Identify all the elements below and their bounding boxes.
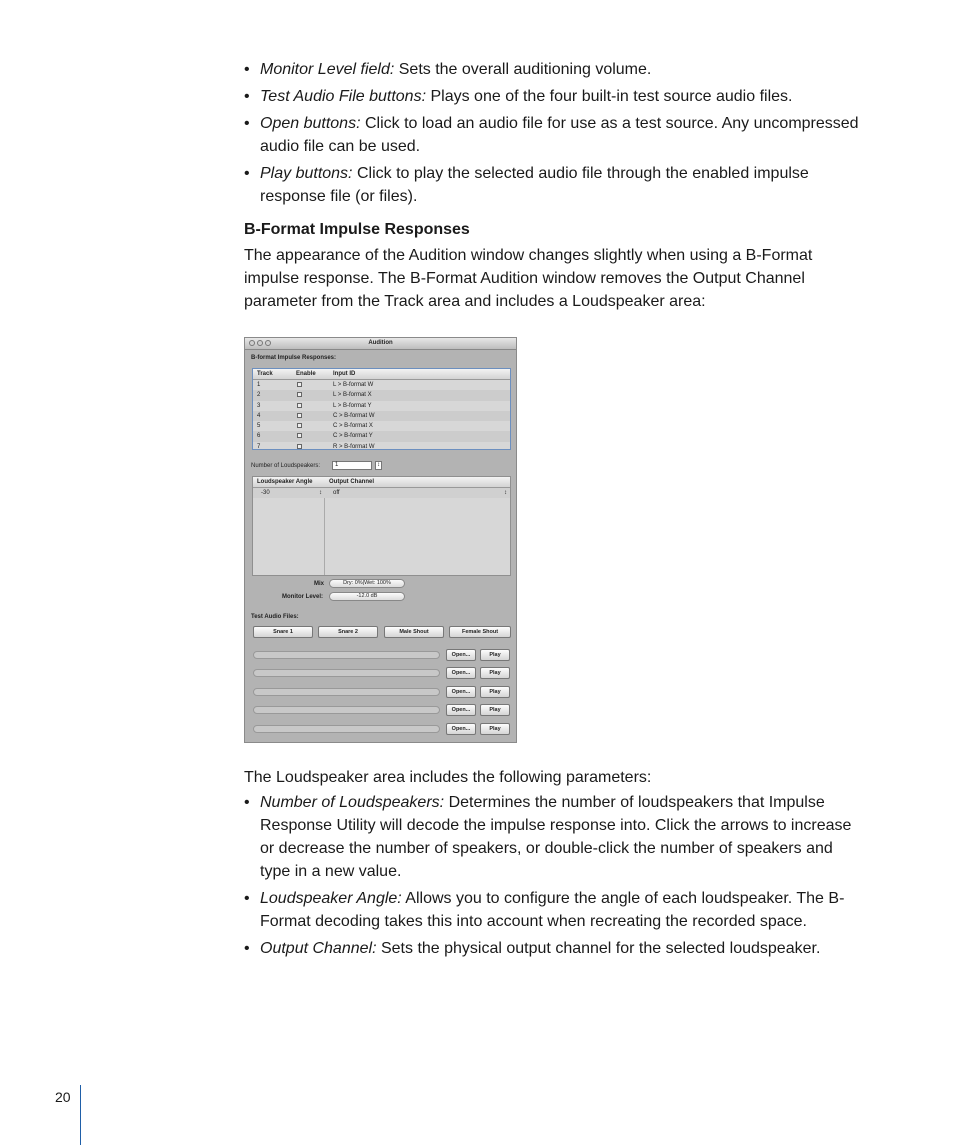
table-row[interactable] <box>253 431 510 441</box>
open-button[interactable]: Open... <box>446 704 476 716</box>
file-slot-3 <box>253 688 440 696</box>
bullet-term: Test Audio File buttons: <box>260 88 427 105</box>
bullet-desc: Determines the number of loudspeakers that Impulse Response Utility will decode the impulse response into. Click the arrows to increase or decrease the number of speakers, or double-click the number of speakers and type in a new value. <box>260 794 852 880</box>
monitor-level-label: Monitor Level: <box>282 594 324 600</box>
speaker-table-header <box>253 477 510 488</box>
bullet-desc: Sets the overall auditioning volume. <box>398 61 652 78</box>
enable-checkbox[interactable] <box>297 392 302 397</box>
angle-stepper-icon[interactable]: ↕ <box>319 490 322 496</box>
file-slot-1 <box>253 651 440 659</box>
enable-checkbox[interactable] <box>297 382 302 387</box>
snare1-button[interactable]: Snare 1 <box>253 626 313 638</box>
stepper-arrows-icon[interactable]: ↕ <box>377 462 380 468</box>
input-id: C > B-format W <box>333 412 375 419</box>
enable-checkbox[interactable] <box>297 444 302 449</box>
female-shout-button[interactable]: Female Shout <box>449 626 511 638</box>
num-speakers-field[interactable]: 1 <box>332 461 372 470</box>
bullet-term: Open buttons: <box>260 115 361 132</box>
speaker-angle[interactable]: -30 <box>261 490 270 496</box>
bullet-desc: Click to load an audio file for use as a test source. Any uncompressed audio file can be used. <box>260 115 859 155</box>
bullet-item <box>244 85 864 108</box>
table-row[interactable] <box>253 421 510 431</box>
page-rule <box>80 1085 81 1145</box>
table-row[interactable] <box>253 401 510 411</box>
bullet-term: Number of Loudspeakers: <box>260 794 445 811</box>
enable-checkbox[interactable] <box>297 413 302 418</box>
enable-checkbox[interactable] <box>297 433 302 438</box>
play-button[interactable]: Play <box>480 686 510 698</box>
channel-stepper-icon[interactable]: ↕ <box>504 490 507 496</box>
input-id: L > B-format X <box>333 392 372 399</box>
audition-window <box>244 337 517 743</box>
col-enable: Enable <box>296 371 316 377</box>
loudspeaker-intro: The Loudspeaker area includes the following parameters: <box>244 769 652 786</box>
mix-slider[interactable]: Dry: 0%|Wet: 100% <box>329 579 405 588</box>
page-number: 20 <box>55 1089 71 1105</box>
table-row[interactable] <box>253 411 510 421</box>
input-id: C > B-format Y <box>333 433 373 440</box>
column-divider <box>324 488 325 575</box>
table-row[interactable] <box>253 390 510 400</box>
col-track: Track <box>257 371 273 377</box>
num-speakers-label: Number of Loudspeakers: <box>251 463 321 469</box>
col-speaker-angle: Loudspeaker Angle <box>257 479 313 485</box>
bullet-desc: Allows you to configure the angle of each loudspeaker. The B-Format decoding takes this into account when recreating the recorded space. <box>260 890 845 930</box>
bullet-desc: Click to play the selected audio file through the enabled impulse response file (or files). <box>260 165 809 205</box>
bullet-item <box>244 937 864 960</box>
bullet-item <box>244 58 864 81</box>
monitor-level-slider[interactable]: -12.0 dB <box>329 592 405 601</box>
mix-label: Mix <box>314 581 325 587</box>
play-button[interactable]: Play <box>480 723 510 735</box>
bullet-term: Monitor Level field: <box>260 61 395 78</box>
input-id: L > B-format Y <box>333 402 372 409</box>
track-num: 6 <box>257 433 261 440</box>
open-button[interactable]: Open... <box>446 649 476 661</box>
track-table-header <box>253 369 510 380</box>
play-button[interactable]: Play <box>480 649 510 661</box>
male-shout-button[interactable]: Male Shout <box>384 626 444 638</box>
play-button[interactable]: Play <box>480 704 510 716</box>
open-button[interactable]: Open... <box>446 723 476 735</box>
bullet-list-top <box>244 58 864 212</box>
table-row[interactable] <box>253 488 510 498</box>
file-slot-2 <box>253 669 440 677</box>
speaker-table <box>252 476 511 576</box>
track-table <box>252 368 511 450</box>
col-input-id: Input ID <box>333 371 356 377</box>
bullet-desc: Sets the physical output channel for the selected loudspeaker. <box>380 940 821 957</box>
test-audio-files-label: Test Audio Files: <box>251 614 299 620</box>
track-num: 3 <box>257 402 261 409</box>
bullet-term: Play buttons: <box>260 165 353 182</box>
input-id: R > B-format W <box>333 443 375 450</box>
file-slot-4 <box>253 706 440 714</box>
enable-checkbox[interactable] <box>297 423 302 428</box>
window-title: Audition <box>368 340 393 346</box>
bullet-item <box>244 791 864 883</box>
bullet-item <box>244 887 864 933</box>
bullet-desc: Plays one of the four built-in test source audio files. <box>430 88 793 105</box>
table-row[interactable] <box>253 442 510 452</box>
bullet-term: Loudspeaker Angle: <box>260 890 402 907</box>
snare2-button[interactable]: Snare 2 <box>318 626 378 638</box>
input-id: L > B-format W <box>333 382 374 388</box>
table-row[interactable] <box>253 380 510 390</box>
track-num: 1 <box>257 382 261 388</box>
open-button[interactable]: Open... <box>446 667 476 679</box>
col-output-channel: Output Channel <box>329 479 374 485</box>
track-num: 4 <box>257 412 261 419</box>
window-titlebar <box>245 338 516 350</box>
bformat-label: B-format Impulse Responses: <box>251 355 337 361</box>
bullet-item <box>244 162 864 208</box>
bullet-term: Output Channel: <box>260 940 377 957</box>
track-num: 2 <box>257 392 261 399</box>
bullet-list-bottom <box>244 791 864 964</box>
file-slot-5 <box>253 725 440 733</box>
track-num: 7 <box>257 443 261 450</box>
intro-paragraph: The appearance of the Audition window changes slightly when using a B-Format impulse response. The B-Format Audition window removes the Output Channel parameter from the Track area and includes a Loudspeaker area: <box>244 247 813 310</box>
enable-checkbox[interactable] <box>297 403 302 408</box>
open-button[interactable]: Open... <box>446 686 476 698</box>
track-num: 5 <box>257 423 261 430</box>
output-channel[interactable]: off <box>333 490 340 496</box>
input-id: C > B-format X <box>333 423 373 430</box>
section-heading: B-Format Impulse Responses <box>244 221 470 238</box>
bullet-item <box>244 112 864 158</box>
play-button[interactable]: Play <box>480 667 510 679</box>
